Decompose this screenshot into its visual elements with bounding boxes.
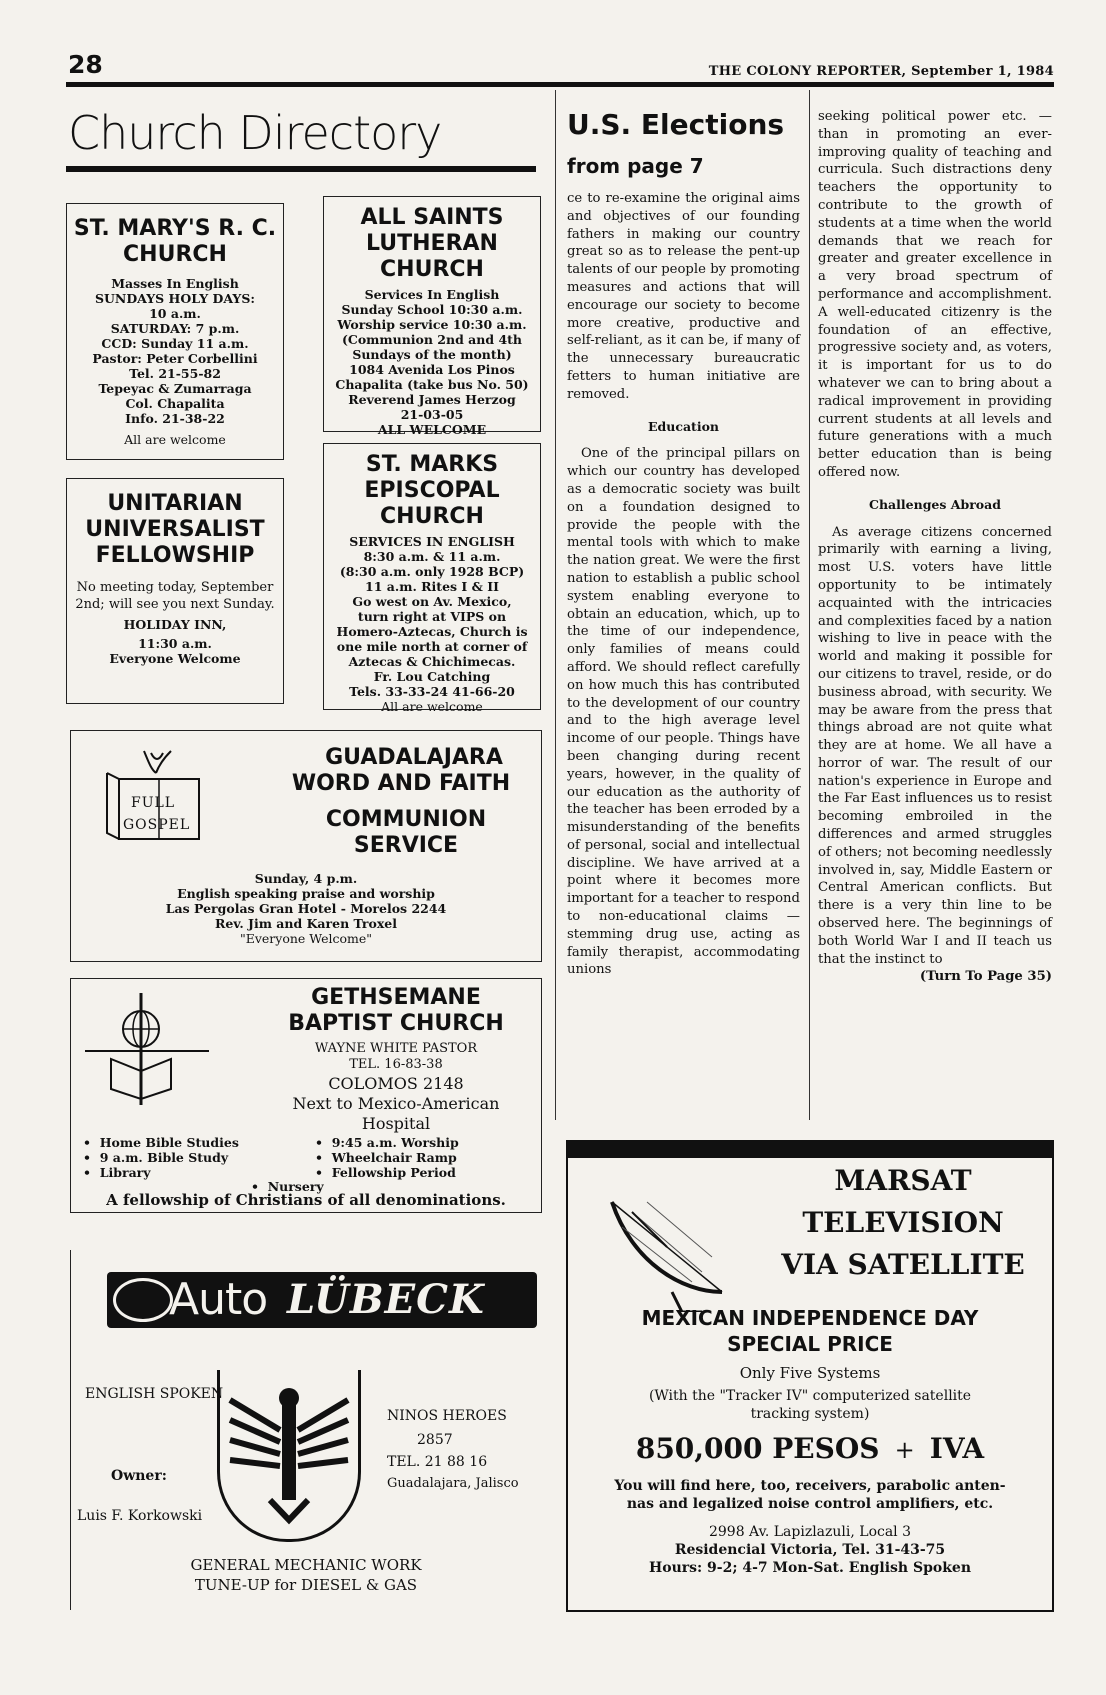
welcome-line: All are welcome	[124, 432, 226, 447]
promo-line: nas and legalized noise control amplifiers, etc.	[626, 1496, 994, 1512]
promo-line: You will find here, too, receivers, parabolic anten-	[614, 1478, 1006, 1494]
amenity-label: Home Bible Studies	[99, 1135, 239, 1150]
church-name: ALL SAINTS	[360, 205, 504, 230]
owner-name: Luis F. Korkowski	[77, 1508, 203, 1524]
phone-line: Info. 21-38-22	[125, 411, 225, 426]
globe-cross-logo	[81, 989, 211, 1113]
promo-line: Only Five Systems	[739, 1364, 881, 1382]
logo-text: GOSPEL	[123, 817, 191, 833]
price-line	[568, 1432, 1052, 1465]
article-paragraph: As average citizens concerned primarily with earning a living, most U.S. voters have little opportunity to be intimately acquainted with the intricacies and complexities faced by a nation wishing to live in peace with the world and making it possible for our citizens to travel, reside, or do business abroad, with security. We may be aware from the press that things abroad are not quite what they are at home. We all have a horror of war. The result of our nation's experience in Europe and the Far East influences us to resist becoming embroiled in the differences and armed struggles of others; not becoming needlessly involved in, say, Middle Eastern or Central American conflicts. But there is a very thin line to be observed here. The beginnings of both World War I and II teach us that the instinct to	[818, 524, 1052, 967]
service-line: 10 a.m.	[149, 306, 201, 321]
amenities-right	[315, 1135, 459, 1180]
service-line: Sunday, 4 p.m.	[254, 871, 358, 886]
service-line: (8:30 a.m. only 1928 BCP)	[339, 564, 525, 579]
full-gospel-logo	[99, 743, 217, 853]
english-spoken: ENGLISH SPOKEN	[85, 1386, 224, 1402]
amenity-label: Fellowship Period	[331, 1165, 456, 1180]
address-line: COLOMOS 2148	[328, 1074, 464, 1093]
address-line: 1084 Avenida Los Pinos	[349, 362, 515, 377]
service-line: Services In English	[364, 287, 500, 302]
church-name: FELLOWSHIP	[95, 543, 255, 568]
article-column-2	[818, 108, 1052, 986]
phone-line: 21-03-05	[400, 407, 464, 422]
church-name: ST. MARY'S R. C.	[73, 216, 277, 241]
service-title: SERVICE	[353, 833, 459, 858]
running-head: THE COLONY REPORTER, September 1, 1984	[708, 64, 1054, 79]
church-name: LUTHERAN	[366, 231, 498, 256]
service-line: SATURDAY: 7 p.m.	[110, 321, 240, 336]
church-name: CHURCH	[380, 504, 484, 529]
top-rule	[66, 82, 1054, 87]
pastor-line: WAYNE WHITE PASTOR	[314, 1041, 478, 1056]
address-line: Las Pergolas Gran Hotel - Morelos 2244	[165, 901, 447, 916]
service-line: TUNE-UP for DIESEL & GAS	[194, 1576, 418, 1594]
amenity-label: Nursery	[267, 1179, 324, 1194]
auto-lubeck-banner	[107, 1272, 537, 1328]
service-details	[71, 871, 541, 946]
amenity-item: • 9:45 a.m. Worship	[315, 1135, 459, 1150]
church-name: CHURCH	[380, 257, 484, 282]
plus-sign: +	[894, 1436, 915, 1464]
ad-headline: MARSAT	[834, 1164, 972, 1197]
service-line: Sunday School 10:30 a.m.	[341, 302, 523, 317]
article-paragraph: One of the principal pillars on which our country has developed as a democratic society was built on a foundation designed to provide the people with the mental tools with which to make the nation great. We were the first nation to establish a public school system enabling everyone to obtain an education, which, up to the time of our independence, only families of means could afford. We should reflect carefully on how much this has contributed to the development of our country and to the high average level income of our people. Things have been changing during recent years, however, in the quality of our education as the authority of the teacher has been erroded by a misunderstanding of the benefits of personal, social and intellectual discipline. We have arrived at a point where it becomes more important for a teacher to respond to non-educational claims — stemming drug use, acting as family therapist, accommodating unions	[567, 446, 800, 978]
amenity-item: • Home Bible Studies	[83, 1135, 239, 1150]
word-faith-listing	[70, 730, 542, 962]
church-name: GUADALAJARA	[325, 745, 503, 770]
column-divider	[809, 90, 810, 1120]
globe-cross-icon	[81, 989, 211, 1109]
address-line: Chapalita (take bus No. 50)	[335, 377, 529, 392]
column-divider	[555, 90, 556, 1120]
church-name: GETHSEMANE	[311, 985, 481, 1010]
directions-line: Aztecas & Chichimecas.	[348, 654, 516, 669]
city-line: Guadalajara, Jalisco	[387, 1476, 519, 1491]
promo-title: SPECIAL PRICE	[727, 1332, 893, 1356]
article-jump-from: from page 7	[567, 154, 704, 178]
satellite-dish-icon	[592, 1172, 742, 1316]
auto-lubeck-ad	[70, 1250, 542, 1610]
phone-line: Tels. 33-33-24 41-66-20	[349, 684, 515, 699]
eagle-crest	[217, 1370, 361, 1542]
section-title: Church Directory	[68, 106, 442, 160]
pastor-line: Rev. Jim and Karen Troxel	[215, 916, 397, 931]
page-number: 28	[68, 50, 103, 79]
service-line: SERVICES IN ENGLISH	[349, 534, 515, 549]
amenity-item: • Nursery	[251, 1179, 324, 1194]
article-jump-to: (Turn To Page 35)	[919, 969, 1052, 985]
pastor-line: Pastor: Peter Corbellini	[92, 351, 258, 366]
directions-line: one mile north at corner of	[336, 639, 528, 654]
service-line: CCD: Sunday 11 a.m.	[101, 336, 249, 351]
service-line: GENERAL MECHANIC WORK	[190, 1556, 422, 1574]
church-name: UNIVERSALIST	[85, 517, 265, 542]
article-title: U.S. Elections	[567, 108, 785, 141]
church-name: UNITARIAN	[107, 491, 243, 516]
section-title-rule	[66, 166, 536, 172]
amenity-label: 9:45 a.m. Worship	[331, 1135, 459, 1150]
welcome-line: All are welcome	[381, 699, 483, 714]
location-line: Next to Mexico-American	[292, 1094, 500, 1113]
directions-line: Homero-Aztecas, Church is	[336, 624, 528, 639]
amenity-item: • Wheelchair Ramp	[315, 1150, 457, 1165]
article-paragraph: seeking political power etc. — than in promoting an ever-improving quality of teaching and curricula. Such distractions deny teachers the opportunity to contribute to the growth of students at a time when the world demands that we reach for greater and greater excellence in a very broad spectrum of performance and accomplishment. A well-educated citizenry is the foundation of an effective, progressive society and, as voters, it is important for us to do whatever we can to bring about a radical improvement in providing current students at all levels and future generations with a much better education than is being offered now.	[818, 109, 1052, 480]
owner-label: Owner:	[111, 1468, 167, 1484]
welcome-line: "Everyone Welcome"	[239, 931, 373, 946]
piston-icon	[113, 1278, 173, 1322]
address-line: Col. Chapalita	[125, 396, 225, 411]
amenity-label: Wheelchair Ramp	[331, 1150, 457, 1165]
phone-line: TEL. 16-83-38	[349, 1057, 443, 1072]
address-line: Residencial Victoria, Tel. 31-43-75	[674, 1542, 946, 1558]
pastor-line: Fr. Lou Catching	[373, 669, 491, 684]
amenity-item: • Fellowship Period	[315, 1165, 456, 1180]
amenity-label: 9 a.m. Bible Study	[99, 1150, 229, 1165]
phone-line: TEL. 21 88 16	[387, 1454, 488, 1470]
ad-top-band	[568, 1142, 1052, 1158]
service-line: SUNDAYS HOLY DAYS:	[94, 291, 256, 306]
church-name: BAPTIST CHURCH	[288, 1011, 504, 1036]
article-paragraph: ce to re-examine the original aims and objectives of our founding fathers in making our country great so as to release the pent-up talents of our people by promoting measures and actions that will encourage our society to become more creative, productive and self-reliant, as it can be, if many of the unnecessary bureaucratic fetters to human initiative are removed.	[567, 191, 800, 402]
fellowship-line: A fellowship of Christians of all denominations.	[106, 1191, 506, 1209]
tax-label: IVA	[929, 1432, 985, 1465]
address-line: NINOS HEROES	[387, 1408, 507, 1424]
service-line: 8:30 a.m. & 11 a.m.	[363, 549, 501, 564]
ad-headline: TELEVISION	[802, 1206, 1004, 1239]
service-title: COMMUNION	[325, 807, 487, 832]
service-line: Sundays of the month)	[352, 347, 512, 362]
time-line: 11:30 a.m.	[138, 636, 212, 651]
all-saints-listing	[323, 196, 541, 437]
promo-line: tracking system)	[750, 1406, 870, 1422]
service-line: 11 a.m. Rites I & II	[365, 579, 499, 594]
church-name: ST. MARKS	[365, 452, 499, 477]
directions-line: turn right at VIPS on	[357, 609, 507, 624]
welcome-line: Everyone Welcome	[109, 651, 241, 666]
gethsemane-listing	[70, 978, 542, 1213]
welcome-line: ALL WELCOME	[377, 422, 487, 437]
church-name: EPISCOPAL	[364, 478, 500, 503]
article-subhead: Education	[647, 418, 719, 434]
promo-line: (With the "Tracker IV" computerized satellite	[648, 1388, 972, 1404]
unitarian-listing	[66, 478, 284, 704]
address-line: 2998 Av. Lapizlazuli, Local 3	[708, 1524, 912, 1540]
directions-line: Go west on Av. Mexico,	[352, 594, 512, 609]
eagle-icon	[220, 1370, 358, 1530]
venue-line: HOLIDAY INN,	[123, 617, 227, 632]
amenity-item: • 9 a.m. Bible Study	[83, 1150, 229, 1165]
ad-headline: VIA SATELLITE	[781, 1248, 1025, 1281]
article-column-1	[567, 190, 800, 979]
st-marys-listing	[66, 203, 284, 460]
church-name: WORD AND FAITH	[291, 771, 511, 796]
promo-title: MEXICAN INDEPENDENCE DAY	[641, 1306, 979, 1330]
st-marks-listing	[323, 443, 541, 714]
amenities-left	[83, 1135, 239, 1180]
price-value: 850,000 PESOS	[635, 1432, 880, 1465]
amenity-label: Library	[99, 1165, 151, 1180]
article-subhead: Challenges Abroad	[869, 496, 1001, 512]
phone-line: Tel. 21-55-82	[129, 366, 221, 381]
service-line: English speaking praise and worship	[177, 886, 435, 901]
logo-text: FULL	[131, 795, 176, 811]
address-line: Tepeyac & Zumarraga	[98, 381, 252, 396]
brand-auto: Auto	[169, 1274, 268, 1325]
address-line: 2857	[417, 1432, 453, 1448]
service-line: Masses In English	[111, 276, 239, 291]
amenity-item: • Library	[83, 1165, 151, 1180]
pastor-line: Reverend James Herzog	[348, 392, 516, 407]
marsat-ad	[566, 1140, 1054, 1612]
location-line: Hospital	[361, 1114, 431, 1133]
service-line: Worship service 10:30 a.m.	[337, 317, 527, 332]
notice-text: No meeting today, September 2nd; will see you next Sunday.	[75, 580, 275, 612]
hours-line: Hours: 9-2; 4-7 Mon-Sat. English Spoken	[649, 1560, 971, 1576]
brand-lubeck: LÜBECK	[287, 1276, 485, 1323]
church-name: CHURCH	[123, 242, 227, 267]
service-line: (Communion 2nd and 4th	[341, 332, 523, 347]
